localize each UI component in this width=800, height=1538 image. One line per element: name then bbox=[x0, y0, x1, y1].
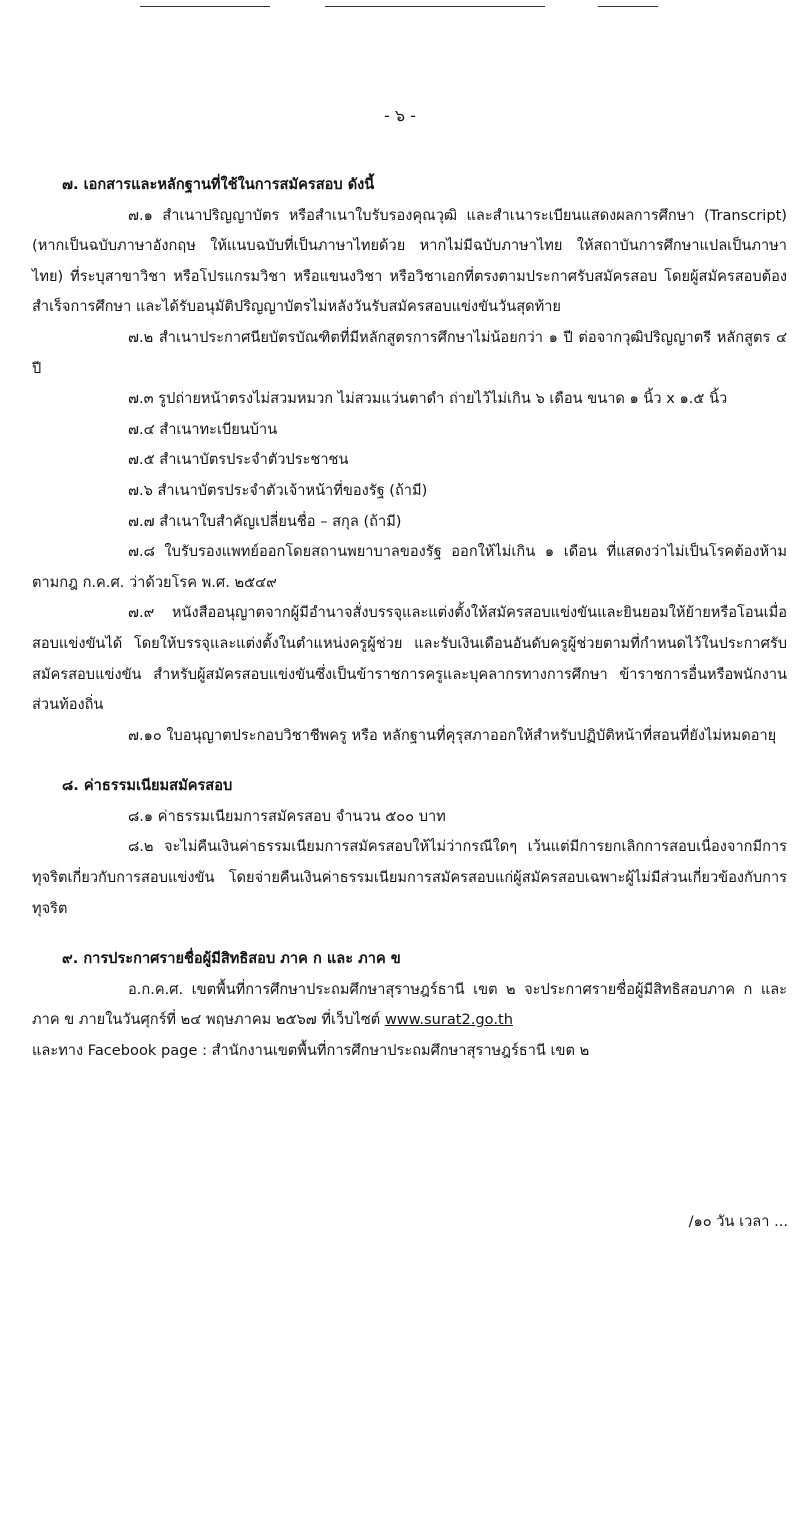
item-7-9: ๗.๙ หนังสืออนุญาตจากผู้มีอำนาจสั่งบรรจุและแต่งตั้งให้สมัครสอบแข่งขันและยินยอมให้ย้ายหรือโอนเมื่อสอบแข่งขันได้ โดยให้บรรจุและแต่งตั้งในตำแหน่งครูผู้ช่วย และรับเงินเดือนอันดับครูผู้ช่วยตามที่กำหนดไว้ในประกาศรับสมัครสอบแข่งขัน สำหรับผู้สมัครสอบแข่งขันซึ่งเป็นข้าราชการครูและบุคลากรทางการศึกษา ข้าราชการอื่นหรือพนักงานส่วนท้องถิ่น bbox=[32, 604, 787, 714]
item-8-1: ๘.๑ ค่าธรรมเนียมการสมัครสอบ จำนวน ๕๐๐ บาท bbox=[128, 807, 446, 825]
item-8-2: ๘.๒ จะไม่คืนเงินค่าธรรมเนียมการสมัครสอบให้ไม่ว่ากรณีใดๆ เว้นแต่มีการยกเลิกการสอบเนื่องจากมีการทุจริตเกี่ยวกับการสอบแข่งขัน โดยจ่ายคืนเงินค่าธรรมเนียมการสมัครสอบแก่ผู้สมัครสอบเฉพาะผู้ไม่มีส่วนเกี่ยวข้องกับการทุจริต bbox=[32, 838, 787, 917]
item-7-2: ๗.๒ สำเนาประกาศนียบัตรบัณฑิตที่มีหลักสูตรการศึกษาไม่น้อยกว่า ๑ ปี ต่อจากวุฒิปริญญาตรี หลักสูตร ๔ ปี bbox=[32, 328, 787, 377]
website-link[interactable]: www.surat2.go.th bbox=[384, 1011, 513, 1029]
item-7-4: ๗.๔ สำเนาทะเบียนบ้าน bbox=[128, 420, 278, 438]
header-rule-right bbox=[598, 0, 658, 7]
header-rule-left bbox=[140, 0, 270, 7]
section-9-body bbox=[32, 975, 787, 1036]
header-rule-center bbox=[325, 0, 545, 7]
document-body bbox=[32, 170, 787, 1067]
continued-marker: /๑๐ วัน เวลา ... bbox=[688, 1213, 788, 1230]
item-7-3: ๗.๓ รูปถ่ายหน้าตรงไม่สวมหมวก ไม่สวมแว่นตาดำ ถ่ายไว้ไม่เกิน ๖ เดือน ขนาด ๑ นิ้ว x ๑.๕ นิ้ว bbox=[128, 390, 728, 408]
page-number: - ๖ - bbox=[384, 106, 416, 125]
section-7-heading: ๗. เอกสารและหลักฐานที่ใช้ในการสมัครสอบ ดังนี้ bbox=[62, 176, 375, 193]
section-9-facebook: และทาง Facebook page : สำนักงานเขตพื้นที่การศึกษาประถมศึกษาสุราษฎร์ธานี เขต ๒ bbox=[32, 1042, 590, 1060]
section-9-text: อ.ก.ค.ศ. เขตพื้นที่การศึกษาประถมศึกษาสุราษฎร์ธานี เขต ๒ จะประกาศรายชื่อผู้มีสิทธิสอบภาค ก และ ภาค ข ภายในวันศุกร์ที่ ๒๔ พฤษภาคม ๒๕๖๗ ที่เว็บไซต์ bbox=[32, 980, 787, 1029]
item-7-8: ๗.๘ ใบรับรองแพทย์ออกโดยสถานพยาบาลของรัฐ ออกให้ไม่เกิน ๑ เดือน ที่แสดงว่าไม่เป็นโรคต้องห้ามตามกฎ ก.ค.ศ. ว่าด้วยโรค พ.ศ. ๒๕๔๙ bbox=[32, 543, 787, 591]
item-7-1: ๗.๑ สำเนาปริญญาบัตร หรือสำเนาใบรับรองคุณวุฒิ และสำเนาระเบียนแสดงผลการศึกษา (Transcript) (หากเป็นฉบับภาษาอังกฤษ ให้แนบฉบับที่เป็นภาษาไทยด้วย หากไม่มีฉบับภาษาไทย ให้สถาบันการศึกษาแปลเป็นภาษาไทย) ที่ระบุสาขาวิชา หรือโปรแกรมวิชา หรือแขนงวิชา หรือวิชาเอกที่ตรงตามประกาศรับสมัครสอบ โดยผู้สมัครสอบต้องสำเร็จการศึกษา และได้รับอนุมัติปริญญาบัตรไม่หลังวันรับสมัครสอบแข่งขันวันสุดท้าย bbox=[32, 206, 787, 316]
item-7-7: ๗.๗ สำเนาใบสำคัญเปลี่ยนชื่อ – สกุล (ถ้ามี) bbox=[128, 512, 402, 530]
item-7-6: ๗.๖ สำเนาบัตรประจำตัวเจ้าหน้าที่ของรัฐ (ถ้ามี) bbox=[128, 481, 428, 499]
section-9-heading: ๙. การประกาศรายชื่อผู้มีสิทธิสอบ ภาค ก และ ภาค ข bbox=[62, 950, 401, 968]
item-7-5: ๗.๕ สำเนาบัตรประจำตัวประชาชน bbox=[128, 451, 349, 469]
item-7-10: ๗.๑๐ ใบอนุญาตประกอบวิชาชีพครู หรือ หลักฐานที่คุรุสภาออกให้สำหรับปฏิบัติหน้าที่สอนที่ยังไม่หมดอายุ bbox=[128, 726, 777, 744]
section-8-heading: ๘. ค่าธรรมเนียมสมัครสอบ bbox=[62, 777, 233, 795]
